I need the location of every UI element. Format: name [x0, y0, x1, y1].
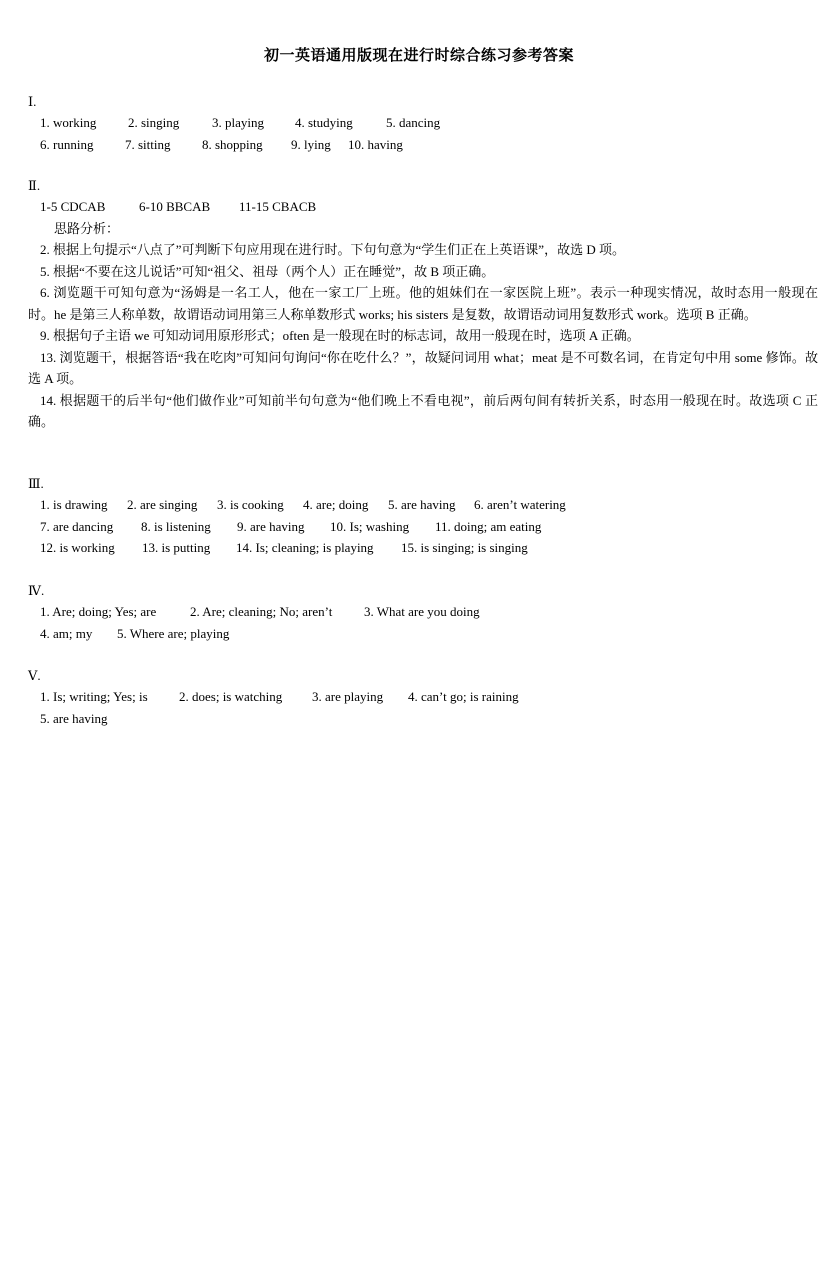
- analysis-paragraph: 6. 浏览题干可知句意为“汤姆是一名工人，他在一家工厂上班。他的姐妹们在一家医院上班”。表示一种现实情况，故时态用一般现在时。he 是第三人称单数，故谓语动词用第三人称单数形式 works; his sisters 是复数，故谓语动词用复数形式 work。选项 B 正确。: [28, 285, 818, 322]
- answer-item: 2. Are; cleaning; No; aren’t: [190, 604, 333, 619]
- section-4-heading: Ⅳ.: [28, 583, 45, 598]
- answer-item: 5. are having: [388, 497, 456, 512]
- answer-item: 13. is putting: [142, 540, 211, 555]
- analysis-label: 思路分析：: [54, 220, 120, 236]
- answer-row: [28, 196, 818, 218]
- answer-item: 9. are having: [237, 518, 305, 534]
- answer-item: 10. Is; washing: [330, 518, 410, 534]
- section-3: [28, 474, 818, 559]
- answer-item: 3. playing: [212, 115, 264, 130]
- answer-item: 11. doing; am eating: [435, 518, 542, 534]
- analysis-paragraph: 5. 根据“不要在这儿说话”可知“祖父、祖母（两个人）正在睡觉”，故 B 项正确。: [40, 263, 495, 279]
- section-3-heading: Ⅲ.: [28, 476, 44, 491]
- analysis-paragraph: 2. 根据上句提示“八点了”可判断下句应用现在进行时。下句句意为“学生们正在上英语课”，故选 D 项。: [40, 242, 625, 257]
- answer-item: 12. is working: [40, 540, 115, 555]
- answer-item: 14. Is; cleaning; is playing: [236, 540, 374, 555]
- answer-item: 3. What are you doing: [364, 604, 480, 619]
- section-4: [28, 581, 818, 644]
- answer-row: [28, 516, 818, 538]
- answer-item: 6-10 BBCAB: [139, 199, 211, 214]
- answer-row: [28, 134, 818, 156]
- answer-item: 3. are playing: [312, 689, 384, 704]
- answer-item: 9. lying: [291, 136, 331, 152]
- answer-item: 2. does; is watching: [179, 689, 283, 704]
- section-5: [28, 666, 818, 729]
- answer-item: 10. having: [348, 136, 403, 152]
- answer-item: 5. are having: [40, 710, 108, 726]
- answer-row: [28, 686, 818, 708]
- answer-row: [28, 623, 818, 645]
- section-2-heading: Ⅱ.: [28, 178, 41, 193]
- answer-item: 2. singing: [128, 115, 180, 130]
- section-1: [28, 92, 818, 155]
- answer-item: 5. dancing: [386, 115, 441, 130]
- answer-item: 7. are dancing: [40, 518, 114, 534]
- answer-item: 8. shopping: [202, 136, 263, 152]
- answer-item: 7. sitting: [125, 136, 171, 152]
- section-5-heading: Ⅴ.: [28, 668, 41, 683]
- answer-item: 8. is listening: [141, 518, 211, 534]
- answer-item: 15. is singing; is singing: [401, 540, 528, 555]
- answer-row: [28, 112, 818, 134]
- analysis-paragraph: 9. 根据句子主语 we 可知动词用原形形式；often 是一般现在时的标志词，故用一般现在时，选项 A 正确。: [40, 328, 640, 343]
- section-1-heading: Ⅰ.: [28, 94, 37, 109]
- answer-item: 4. studying: [295, 115, 353, 130]
- answer-item: 4. can’t go; is raining: [408, 689, 519, 704]
- analysis-paragraph: 14. 根据题干的后半句“他们做作业”可知前半句句意为“他们晚上不看电视”，前后两句间有转折关系，时态用一般现在时。故选项 C 正确。: [28, 392, 818, 429]
- answer-row: [28, 601, 818, 623]
- answer-row: [28, 708, 818, 730]
- section-2: [28, 176, 818, 433]
- answer-item: 1. is drawing: [40, 497, 108, 512]
- answer-item: 3. is cooking: [217, 497, 284, 512]
- answer-item: 6. running: [40, 136, 94, 152]
- answer-item: 1. Are; doing; Yes; are: [40, 604, 157, 619]
- answer-item: 2. are singing: [127, 497, 198, 512]
- answer-item: 5. Where are; playing: [117, 625, 230, 641]
- analysis-paragraph: 13. 浏览题干，根据答语“我在吃肉”可知问句询问“你在吃什么？”，故疑问词用 what；meat 是不可数名词，在肯定句中用 some 修饰。故选 A 项。: [28, 349, 818, 386]
- answer-row: [28, 537, 818, 559]
- answer-item: 4. am; my: [40, 625, 93, 641]
- page-title: 初一英语通用版现在进行时综合练习参考答案: [263, 48, 574, 64]
- answer-item: 1. Is; writing; Yes; is: [40, 689, 148, 704]
- answer-item: 6. aren’t watering: [474, 497, 566, 512]
- answer-item: 1. working: [40, 115, 97, 130]
- answer-item: 1-5 CDCAB: [40, 199, 106, 214]
- answer-item: 4. are; doing: [303, 497, 369, 512]
- answer-item: 11-15 CBACB: [239, 199, 317, 214]
- answer-row: [28, 494, 818, 516]
